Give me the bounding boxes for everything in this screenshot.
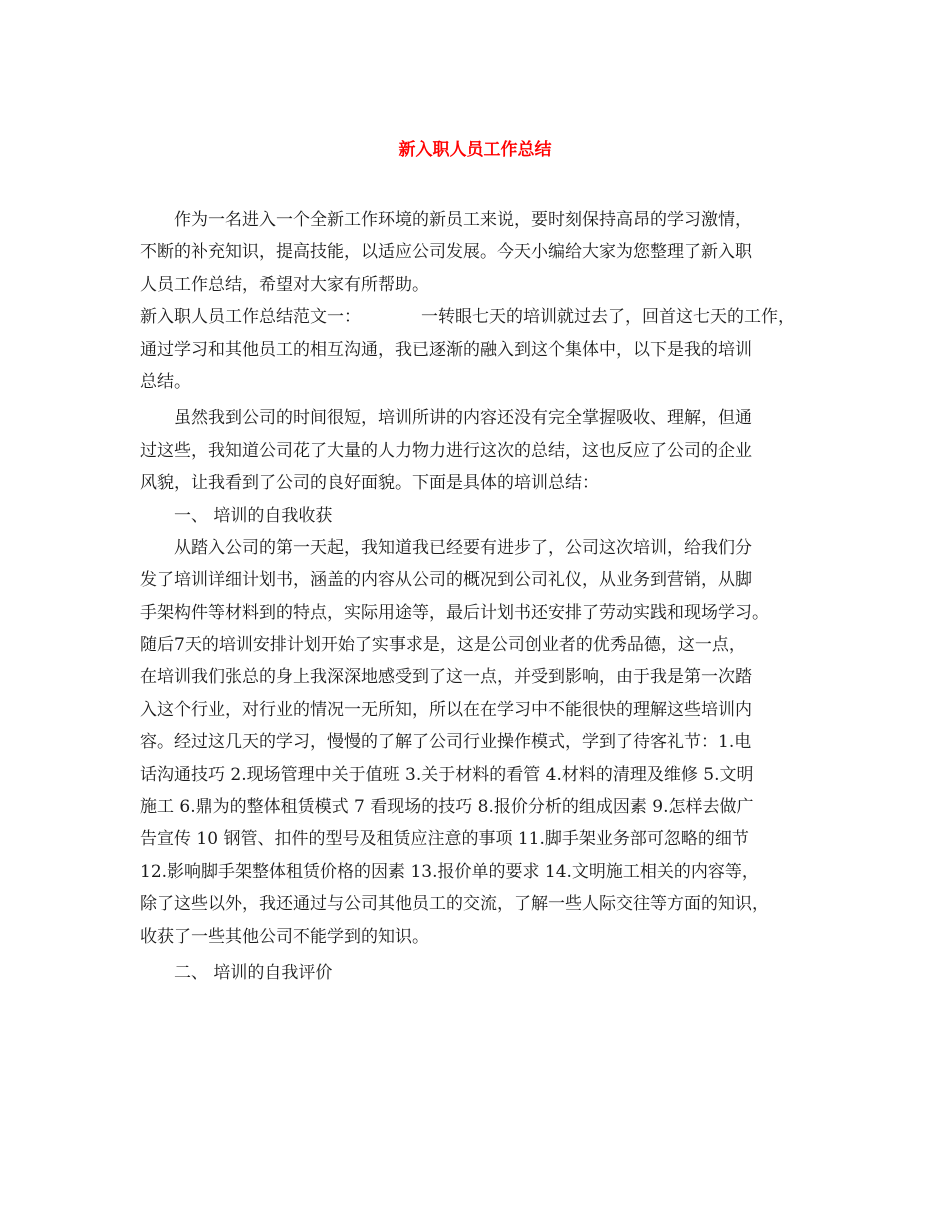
paragraph-line: 通过学习和其他员工的相互沟通，我已逐渐的融入到这个集体中，以下是我的培训 xyxy=(140,339,752,360)
paragraph-line xyxy=(140,301,812,333)
paragraph-line: 告宣传 10 钢管、扣件的型号及租赁应注意的事项 11.脚手架业务部可忽略的细节 xyxy=(140,829,749,850)
paragraph-line: 入这个行业，对行业的情况一无所知，所以在在学习中不能很快的理解这些培训内 xyxy=(140,699,752,720)
paragraph-line: 收获了一些其他公司不能学到的知识。 xyxy=(140,926,429,947)
paragraph-line: 总结。 xyxy=(140,371,191,392)
paragraph-line: 作为一名进入一个全新工作环境的新员工来说，要时刻保持高昂的学习激情， xyxy=(174,210,752,230)
section-heading-one: 一、 培训的自我收获 xyxy=(174,505,333,526)
document-title: 新入职人员工作总结 xyxy=(398,140,552,160)
paragraph-line: 12.影响脚手架整体租赁价格的因素 13.报价单的要求 14.文明施工相关的内容等， xyxy=(140,861,759,882)
paragraph-line: 风貌，让我看到了公司的良好面貌。下面是具体的培训总结： xyxy=(140,473,599,494)
section-heading-sample-one: 新入职人员工作总结范文一： xyxy=(140,307,361,328)
paragraph-line: 除了这些以外，我还通过与公司其他员工的交流，了解一些人际交往等方面的知识， xyxy=(140,894,769,915)
paragraph-line: 手架构件等材料到的特点，实际用途等，最后计划书还安排了劳动实践和现场学习。 xyxy=(140,602,769,623)
paragraph-line: 施工 6.鼎为的整体租赁模式 7 看现场的技巧 8.报价分析的组成因素 9.怎样去做广 xyxy=(140,797,754,818)
paragraph-line: 容。经过这几天的学习，慢慢的了解了公司行业操作模式，学到了待客礼节：1.电 xyxy=(140,732,752,753)
paragraph-line: 不断的补充知识，提高技能，以适应公司发展。今天小编给大家为您整理了新入职 xyxy=(140,242,752,263)
document-body xyxy=(140,204,812,989)
paragraph-line: 虽然我到公司的时间很短，培训所讲的内容还没有完全掌握吸收、理解，但通 xyxy=(174,408,752,429)
paragraph-line: 在培训我们张总的身上我深深地感受到了这一点，并受到影响，由于我是第一次踏 xyxy=(140,667,752,688)
paragraph-text: 一转眼七天的培训就过去了，回首这七天的工作， xyxy=(421,307,795,328)
paragraph-line: 话沟通技巧 2.现场管理中关于值班 3.关于材料的看管 4.材料的清理及维修 5.文明 xyxy=(140,764,754,785)
section-heading-two: 二、 培训的自我评价 xyxy=(174,962,333,983)
paragraph-line: 发了培训详细计划书，涵盖的内容从公司的概况到公司礼仪，从业务到营销，从脚 xyxy=(140,570,752,591)
paragraph-line: 随后7天的培训安排计划开始了实事求是，这是公司创业者的优秀品德，这一点， xyxy=(140,635,746,656)
paragraph-line: 从踏入公司的第一天起，我知道我已经要有进步了，公司这次培训，给我们分 xyxy=(174,537,752,558)
paragraph-line: 人员工作总结，希望对大家有所帮助。 xyxy=(140,274,429,295)
paragraph-line: 过这些，我知道公司花了大量的人力物力进行这次的总结，这也反应了公司的企业 xyxy=(140,440,752,461)
